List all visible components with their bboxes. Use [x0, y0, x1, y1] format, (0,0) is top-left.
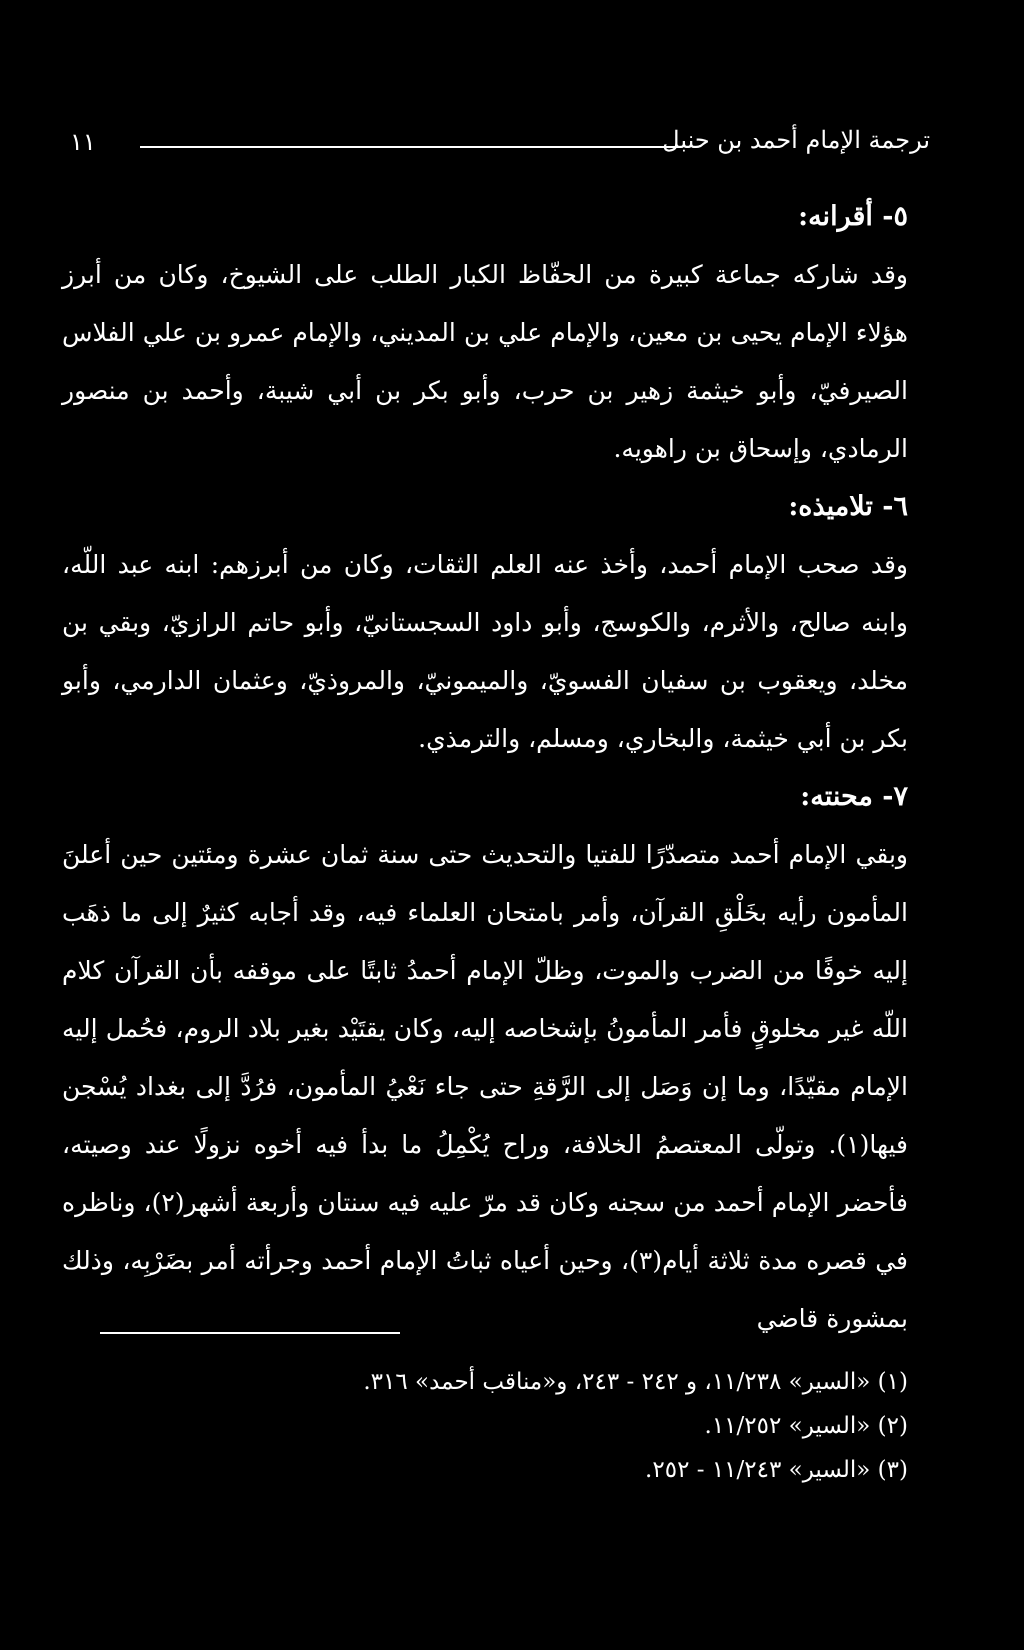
section-paragraph: وبقي الإمام أحمد متصدّرًا للفتيا والتحديث حتى سنة ثمان عشرة ومئتين حين أعلنَ المأمون رأيه بخَلْقِ القرآن، وأمر بامتحان العلماء فيه، وقد أجابه كثيرٌ إلى ما ذهَب إليه خوفًا من الضرب والموت، وظلّ الإمام أحمدُ ثابتًا على موقفه بأن القرآن كلام اللّه غير مخلوقٍ فأمر المأمونُ بإشخاصه إليه، وكان يقتَيْد بغير بلاد الروم، فحُمل إليه الإمام مقيّدًا، وما إن وَصَل إلى الرَّقةِ حتى جاء نَعْيُ المأمون، فرُدَّ إلى بغداد يُسْجن فيها(١). وتولّى المعتصمُ الخلافة، وراح يُكْمِلُ ما بدأ فيه أخوه نزولًا عند وصيته، فأحضر الإمام أحمد من سجنه وكان قد مرّ عليه فيه سنتان وأربعة أشهر(٢)، وناظره في قصره مدة ثلاثة أيام(٣)، وحين أعياه ثباتُ الإمام أحمد وجرأته أمر بضَرْبِه، وذلك بمشورة قاضي — [62, 840, 908, 1333]
footnote-1: (١) «السير» ١١/٢٣٨، و ٢٤٢ - ٢٤٣، و«مناقب أحمد» ٣١٦. — [363, 1369, 908, 1395]
page-number: ١١ — [70, 128, 96, 156]
section-heading: ٦- تلاميذه: — [788, 491, 908, 522]
section-students — [62, 478, 908, 768]
footnote-3: (٣) «السير» ١١/٢٤٣ - ٢٥٢. — [645, 1457, 908, 1483]
section-ordeal — [62, 768, 908, 1348]
section-heading: ٥- أقرانه: — [798, 201, 908, 232]
section-heading: ٧- محنته: — [800, 781, 908, 812]
page-body — [62, 188, 908, 1348]
running-title: ترجمة الإمام أحمد بن حنبل — [662, 126, 930, 154]
footnote-2: (٢) «السير» ١١/٢٥٢. — [704, 1413, 908, 1439]
footnote-rule — [100, 1332, 400, 1334]
header-rule — [140, 146, 680, 148]
section-paragraph: وقد شاركه جماعة كبيرة من الحفّاظ الكبار الطلب على الشيوخ، وكان من أبرز هؤلاء الإمام يحيى بن معين، والإمام علي بن المديني، والإمام عمرو بن علي الفلاس الصيرفيّ، وأبو خيثمة زهير بن حرب، وأبو بكر بن أبي شيبة، وأحمد بن منصور الرمادي، وإسحاق بن راهويه. — [62, 260, 908, 463]
footnotes — [100, 1360, 908, 1492]
section-paragraph: وقد صحب الإمام أحمد، وأخذ عنه العلم الثقات، وكان من أبرزهم: ابنه عبد اللّه، وابنه صالح، والأثرم، والكوسج، وأبو داود السجستانيّ، وأبو حاتم الرازيّ، وبقي بن مخلد، ويعقوب بن سفيان الفسويّ، والميمونيّ، والمروذيّ، وعثمان الدارمي، وأبو بكر بن أبي خيثمة، والبخاري، ومسلم، والترمذي. — [62, 550, 908, 753]
section-peers — [62, 188, 908, 478]
page-header — [60, 122, 930, 166]
